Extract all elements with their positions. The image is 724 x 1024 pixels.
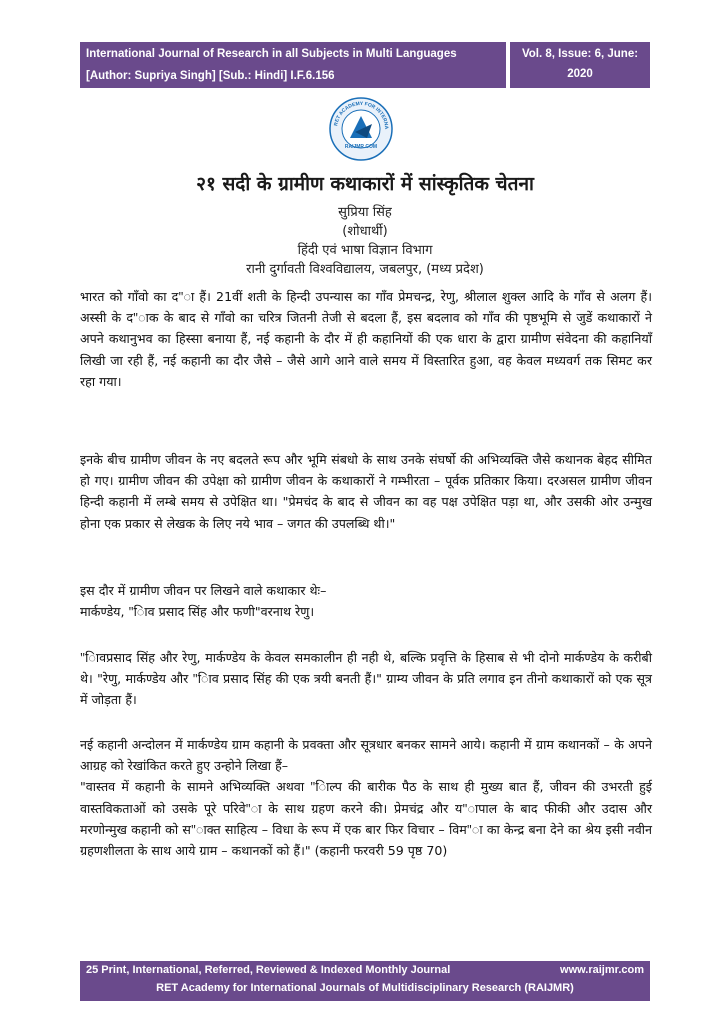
footer (80, 961, 650, 1001)
author-department: हिंदी एवं भाषा विज्ञान विभाग (297, 243, 433, 258)
paper-title: २१ सदी के ग्रामीण कथाकारों में सांस्कृतिक चेतना (196, 173, 534, 195)
issn: (IJRSML) ISSN: 2321 - 2853 (520, 90, 640, 122)
author-role: (शोधार्थी) (342, 224, 388, 239)
volume-issue: Vol. 8, Issue: 6, June: 2020 (521, 48, 639, 80)
paragraph-2 (80, 449, 652, 534)
author-subject-info: [Author: Supriya Singh] [Sub.: Hindi] I.F.6.156 (86, 70, 335, 82)
author-block (80, 203, 650, 279)
quoted-text: "वास्तव में कहानी के सामने अभिव्यक्ति अथवा "िाल्प की बारीक पैठ के साथ ही मुख्य बात हैं, जीवन की उभरती हुई वास्तविकताओं को उसके पूरे परिवे"ा के साथ ग्रहण करने की। प्रेमचंद्र और य"ापाल के बाद फीकी और उदास और मरणोन्मुख कहानी को स"ाक्त साहित्य – विधा के रूप में एक बार फिर विचार – विम"ा का केन्द्र बना देने का श्रेय इसी नवीन ग्रहणशीलता के साथ आये ग्राम – कथानकों को हैं।" (कहानी फरवरी 59 पृष्ठ 70) (80, 779, 652, 859)
paragraph-text: भारत को गाँवो का द"ा हैं। 21वीं शती के हिन्दी उपन्यास का गाँव प्रेमचन्द्र, रेणु, श्रीलाल शुक्ल आदि के गाँव से अलग हैं। अस्सी के द"ाक के बाद से गाँवो का चरित्र जितनी तेजी से बदला हैं, इस बदलाव को गाँव की पृष्ठभूमि से जुडें कथाकारों ने अपने कथानुभव का हिस्सा बनाया हैं, नई कहानी के दौर में ही कहानियों की एक धारा के द्वारा ग्रामीण संवेदना की कहानियाँ लिखी जा रही हैं, नई कहानी का दौर जैसे – जैसे आगे आने वाले समय में विस्तारित हुआ, वह केवल मध्यवर्ग तक सिमट कर रहा गया। (80, 289, 652, 389)
paragraph-3 (80, 580, 652, 622)
header-journal-info (80, 42, 506, 88)
paragraph-4 (80, 647, 652, 711)
footer-publisher: RET Academy for International Journals of Multidisciplinary Research (RAIJMR) (156, 982, 574, 994)
header-issue-info (510, 42, 650, 122)
raijmr-logo-icon (328, 96, 394, 162)
paragraph-text: "िावप्रसाद सिंह और रेणु, मार्कण्डेय के केवल समकालीन ही नही थे, बल्कि प्रवृत्ति के हिसाब से भी दोनो मार्कण्डेय के करीबी थे। "रेणु, मार्कण्डेय और "िाव प्रसाद सिंह की एक त्रयी बनती हैं।" ग्राम्य जीवन के प्रति लगाव इन तीनो कथाकारों को एक सूत्र में जोड़ता हैं। (80, 650, 652, 708)
paragraph-text: मार्कण्डेय, "िाव प्रसाद सिंह और फणी"वरनाथ रेणु। (80, 604, 315, 620)
logo-ring-text: RET ACADEMY FOR INTERNA (333, 100, 390, 130)
paragraph-text: नई कहानी अन्दोलन में मार्कण्डेय ग्राम कहानी के प्रवक्ता और सूत्रधार बनकर सामने आये। कहानी में ग्राम कथानकों – के अपने आग्रह को रेखांकित करते हुए उन्होने लिखा हैं– (80, 737, 652, 774)
author-university: रानी दुर्गावती विश्वविद्यालय, जबलपुर, (मध्य प्रदेश) (246, 262, 484, 277)
paragraph-5 (80, 734, 652, 861)
paragraph-text: इनके बीच ग्रामीण जीवन के नए बदलते रूप और भूमि संबधो के साथ उनके संघर्षो की अभिव्यक्ति जैसे कथानक बेहद सीमित हो गए। ग्रामीण जीवन की उपेक्षा को ग्रामीण जीवन के कथाकारों ने गम्भीरता – पूर्वक प्रतिकार किया। दरअसल ग्रामीण जीवन हिन्दी कहानी में लम्बे समय से उपेक्षित था। "प्रेमचंद के बाद से जीवन का वह पक्ष उपेक्षित पड़ा था, और उसकी ओर उन्मुख होना एक प्रकार से लेखक के लिए नये भाव – जगत की उपलब्धि थी।" (80, 452, 652, 531)
paragraph-1 (80, 286, 652, 392)
paragraph-text: इस दौर में ग्रामीण जीवन पर लिखने वाले कथाकार थेः– (80, 583, 327, 598)
journal-name: International Journal of Research in all Subjects in Multi Languages (86, 48, 457, 60)
author-name: सुप्रिया सिंह (338, 205, 392, 220)
footer-website-link[interactable]: www.raijmr.com (560, 964, 644, 976)
logo-bottom-text: RAIJMR.COM (344, 144, 378, 150)
footer-journal-description: 25 Print, International, Referred, Reviewed & Indexed Monthly Journal (86, 964, 451, 976)
